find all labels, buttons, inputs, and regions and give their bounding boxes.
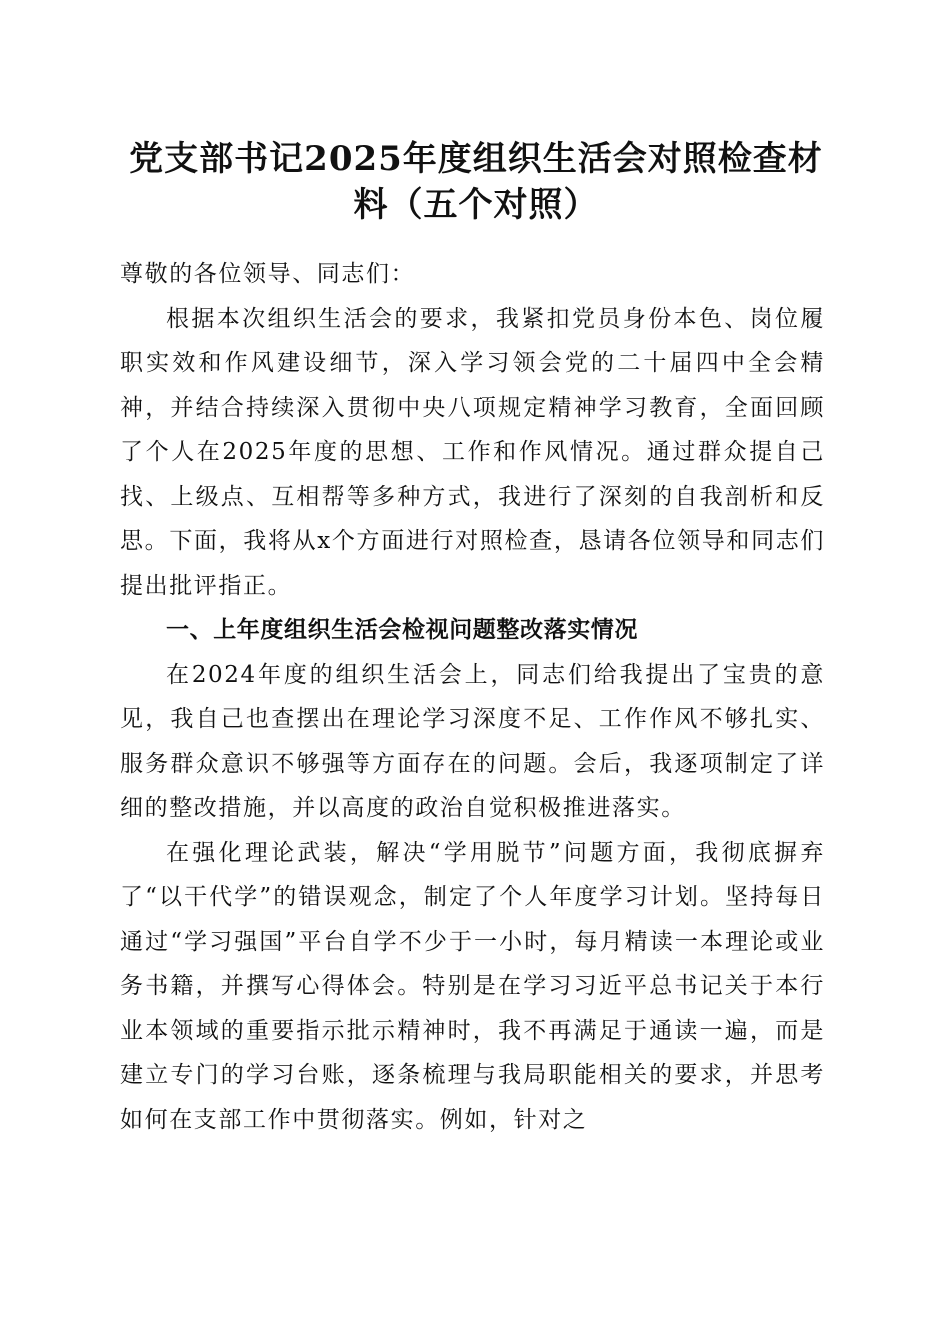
body-paragraph-2: 在强化理论武装，解决“学用脱节”问题方面，我彻底摒弃了“以干代学”的错误观念，制定了个人年度学习计划。坚持每日通过“学习强国”平台自学不少于一小时，每月精读一本理论或业务书籍，并撰写心得体会。特别是在学习习近平总书记关于本行业本领域的重要指示批示精神时，我不再满足于通读一遍，而是建立专门的学习台账，逐条梳理与我局职能相关的要求，并思考如何在支部工作中贯彻落实。例如，针对之 (120, 839, 825, 1133)
document-body (120, 252, 825, 1142)
title-line-2: 料（五个对照） (353, 185, 599, 225)
greeting: 尊敬的各位领导、同志们： (120, 261, 416, 287)
title-line-1: 党支部书记2025年度组织生活会对照检查材 (129, 139, 823, 179)
body-paragraph-1: 在2024年度的组织生活会上，同志们给我提出了宝贵的意见，我自己也查摆出在理论学习深度不足、工作作风不够扎实、服务群众意识不够强等方面存在的问题。会后，我逐项制定了详细的整改措施，并以高度的政治自觉积极推进落实。 (120, 661, 825, 821)
section-heading-1: 一、上年度组织生活会检视问题整改落实情况 (166, 617, 638, 643)
intro-paragraph: 根据本次组织生活会的要求，我紧扣党员身份本色、岗位履职实效和作风建设细节，深入学习领会党的二十届四中全会精神，并结合持续深入贯彻中央八项规定精神学习教育，全面回顾了个人在2025年度的思想、工作和作风情况。通过群众提自己找、上级点、互相帮等多种方式，我进行了深刻的自我剖析和反思。下面，我将从x个方面进行对照检查，恳请各位领导和同志们提出批评指正。 (120, 305, 825, 599)
document-title (120, 136, 832, 228)
